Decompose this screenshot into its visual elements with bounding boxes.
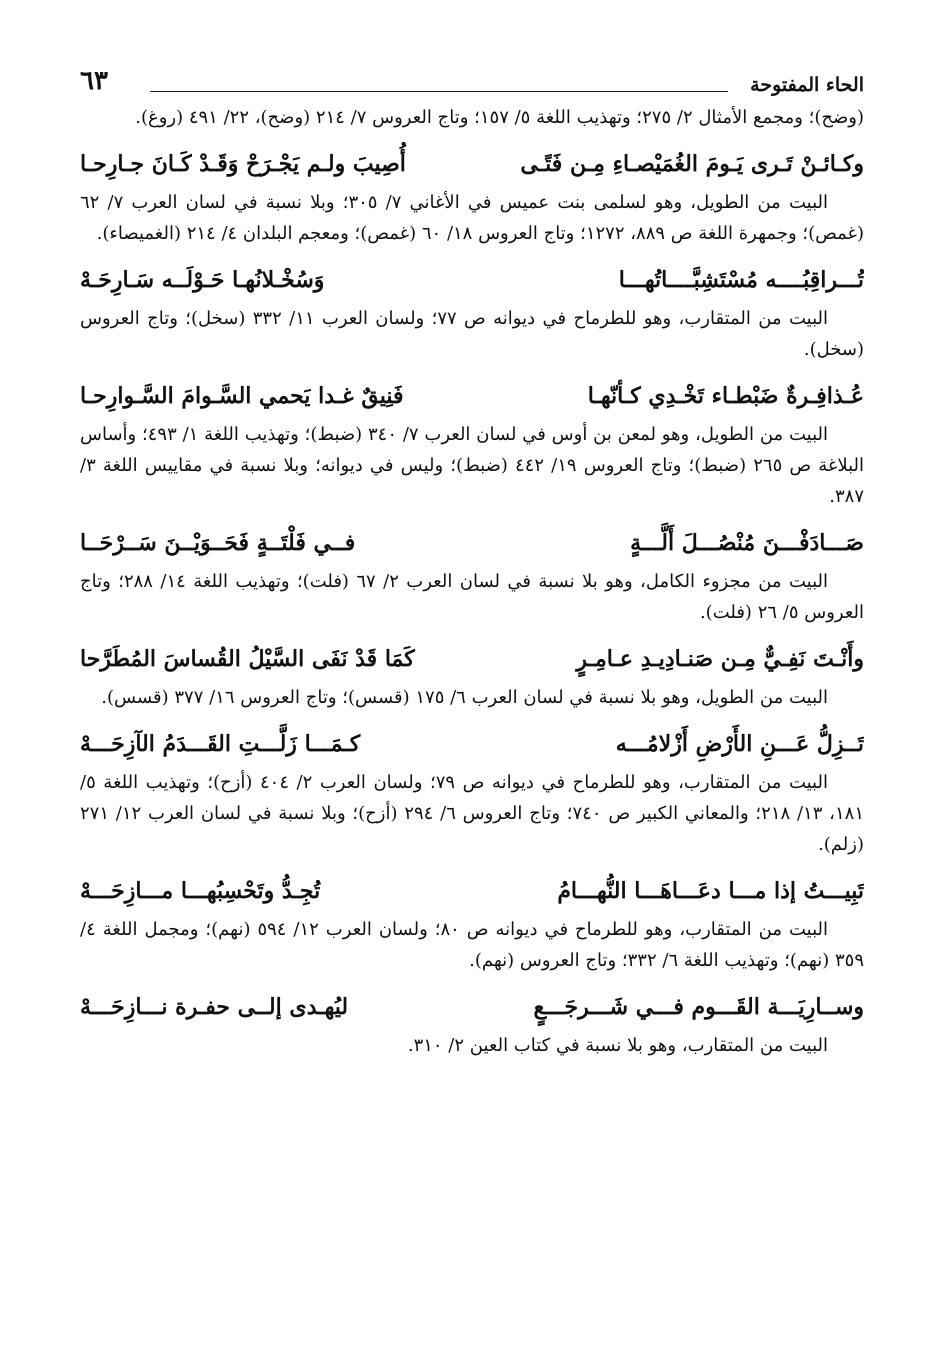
verse-second-hemistich: وَسُخْـلانُهـا حَـوْلَــه سَـارِحَـهْ xyxy=(80,267,325,293)
verse xyxy=(80,257,864,303)
page-number: ٦٣ xyxy=(80,66,108,96)
entry-5 xyxy=(80,636,864,713)
verse xyxy=(80,984,864,1030)
verse-note: البيت من المتقارب، وهو للطرماح في ديوانه ص ٨٠؛ ولسان العرب ١٢/ ٥٩٤ (نهم)؛ ومجمل اللغة ٤/ ٣٥٩ (نهم)؛ وتهذيب اللغة ٦/ ٣٣٢؛ وتاج العروس (نهم). xyxy=(80,919,864,971)
verse-first-hemistich: تُـــراقِبُــــه مُسْتَشِبَّــــاتُهـــا xyxy=(618,267,864,293)
verse-second-hemistich: فَنِيقٌ غـدا يَحمي السَّـوامَ السَّـوارِحـا xyxy=(80,383,404,409)
chapter-title: الحاء المفتوحة xyxy=(750,74,864,96)
verse-note: البيت من مجزوء الكامل، وهو بلا نسبة في لسان العرب ٢/ ٦٧ (فلت)؛ وتهذيب اللغة ١٤/ ٢٨٨؛ وتاج العروس ٥/ ٢٦ (فلت). xyxy=(80,571,864,623)
entry-8 xyxy=(80,984,864,1061)
verse-note: البيت من الطويل، وهو بلا نسبة في لسان العرب ٦/ ١٧٥ (قسس)؛ وتاج العروس ١٦/ ٣٧٧ (قسس). xyxy=(101,687,828,708)
verse-first-hemistich: وأَنْـتَ نَفِـيٌّ مِـن صَنـادِيـدِ عـامِـرٍ xyxy=(576,646,864,672)
entry-6 xyxy=(80,721,864,860)
verse xyxy=(80,373,864,419)
verse-first-hemistich: تَبِيـــتُ إذا مـــا دعَـــاهَـــا النُّهـــامُ xyxy=(557,878,864,904)
verse-second-hemistich: ليُهـدى إلــى حفـرة نـــازِحَـــهْ xyxy=(80,994,349,1020)
book-page xyxy=(80,58,864,1061)
verse xyxy=(80,141,864,187)
verse-first-hemistich: عُـذافِـرةٌ ضَبْطـاء تَخْـدِي كـأنّهـا xyxy=(587,383,864,409)
entry-4 xyxy=(80,520,864,628)
verse-first-hemistich: صَـــادَفْـــنَ مُنْصُـــلَ أَلَّـــةٍ xyxy=(630,530,864,556)
entry-3 xyxy=(80,373,864,512)
verse-second-hemistich: كَمَا قَدْ نَفَى السَّيْلُ القُساسَ المُطَرَّحا xyxy=(80,646,415,672)
verse xyxy=(80,868,864,914)
running-header xyxy=(80,58,864,102)
entry-7 xyxy=(80,868,864,976)
entry-1 xyxy=(80,141,864,249)
verse-first-hemistich: تَــزِلُّ عَـــنِ الأَرْضِ أَزْلامُـــه xyxy=(615,731,864,757)
verse-note: البيت من الطويل، وهو لسلمى بنت عميس في الأغاني ٧/ ٣٠٥؛ وبلا نسبة في لسان العرب ٧/ ٦٢ (غمص)؛ وجمهرة اللغة ص ٨٨٩، ١٢٧٢؛ وتاج العروس ١٨/ ٦٠ (غمص)؛ ومعجم البلدان ٤/ ٢١٤ (الغميصاء). xyxy=(80,192,864,244)
verse-note: البيت من المتقارب، وهو للطرماح في ديوانه ص ٧٩؛ ولسان العرب ٢/ ٤٠٤ (أزح)؛ وتهذيب اللغة ٥/ ١٨١، ١٣/ ٢١٨؛ والمعاني الكبير ص ٧٤٠؛ وتاج العروس ٦/ ٢٩٤ (أزح)؛ وبلا نسبة في لسان العرب ١٢/ ٢٧١ (زلم). xyxy=(80,772,864,855)
header-rule xyxy=(150,91,728,92)
verse-note: البيت من المتقارب، وهو بلا نسبة في كتاب العين ٢/ ٣١٠. xyxy=(407,1035,828,1056)
verse-second-hemistich: تُجِـدُّ وتَحْسِبُهـــا مـــازِحَـــهْ xyxy=(80,878,321,904)
verse-first-hemistich: وســارِيَـــة القَـــوم فـــي شَـــرجَـــعٍ xyxy=(533,994,864,1020)
verse-second-hemistich: أُصِيبَ ولـم يَجْـرَحْ وَقَـدْ كَـانَ جـارِحـا xyxy=(80,151,406,177)
verse xyxy=(80,636,864,682)
verse-first-hemistich: وكـائـنْ تَـرى يَـومَ الغُمَيْصـاءِ مِـن فَتًـى xyxy=(520,151,864,177)
verse-note: البيت من الطويل، وهو لمعن بن أوس في لسان العرب ٧/ ٣٤٠ (ضبط)؛ وتهذيب اللغة ١/ ٤٩٣؛ وأساس البلاغة ص ٢٦٥ (ضبط)؛ وتاج العروس ١٩/ ٤٤٢ (ضبط)؛ وليس في ديوانه؛ وبلا نسبة في مقاييس اللغة ٣/ ٣٨٧. xyxy=(80,424,864,507)
verse-second-hemistich: فــي فَلْتَــةٍ فَحَــوَيْــنَ سَــرْحَــا xyxy=(80,530,356,556)
verse xyxy=(80,721,864,767)
intro-note: (وضح)؛ ومجمع الأمثال ٢/ ٢٧٥؛ وتهذيب اللغة ٥/ ١٥٧؛ وتاج العروس ٧/ ٢١٤ (وضح)، ٢٢/ ٤٩١ (روغ). xyxy=(135,107,864,128)
verse-second-hemistich: كـمَـــا زَلَّـــتِ القَـــدَمُ الآزِحَـــهْ xyxy=(80,731,361,757)
verse xyxy=(80,520,864,566)
verse-note: البيت من المتقارب، وهو للطرماح في ديوانه ص ٧٧؛ ولسان العرب ١١/ ٣٣٢ (سخل)؛ وتاج العروس (سخل). xyxy=(80,308,864,360)
entry-2 xyxy=(80,257,864,365)
